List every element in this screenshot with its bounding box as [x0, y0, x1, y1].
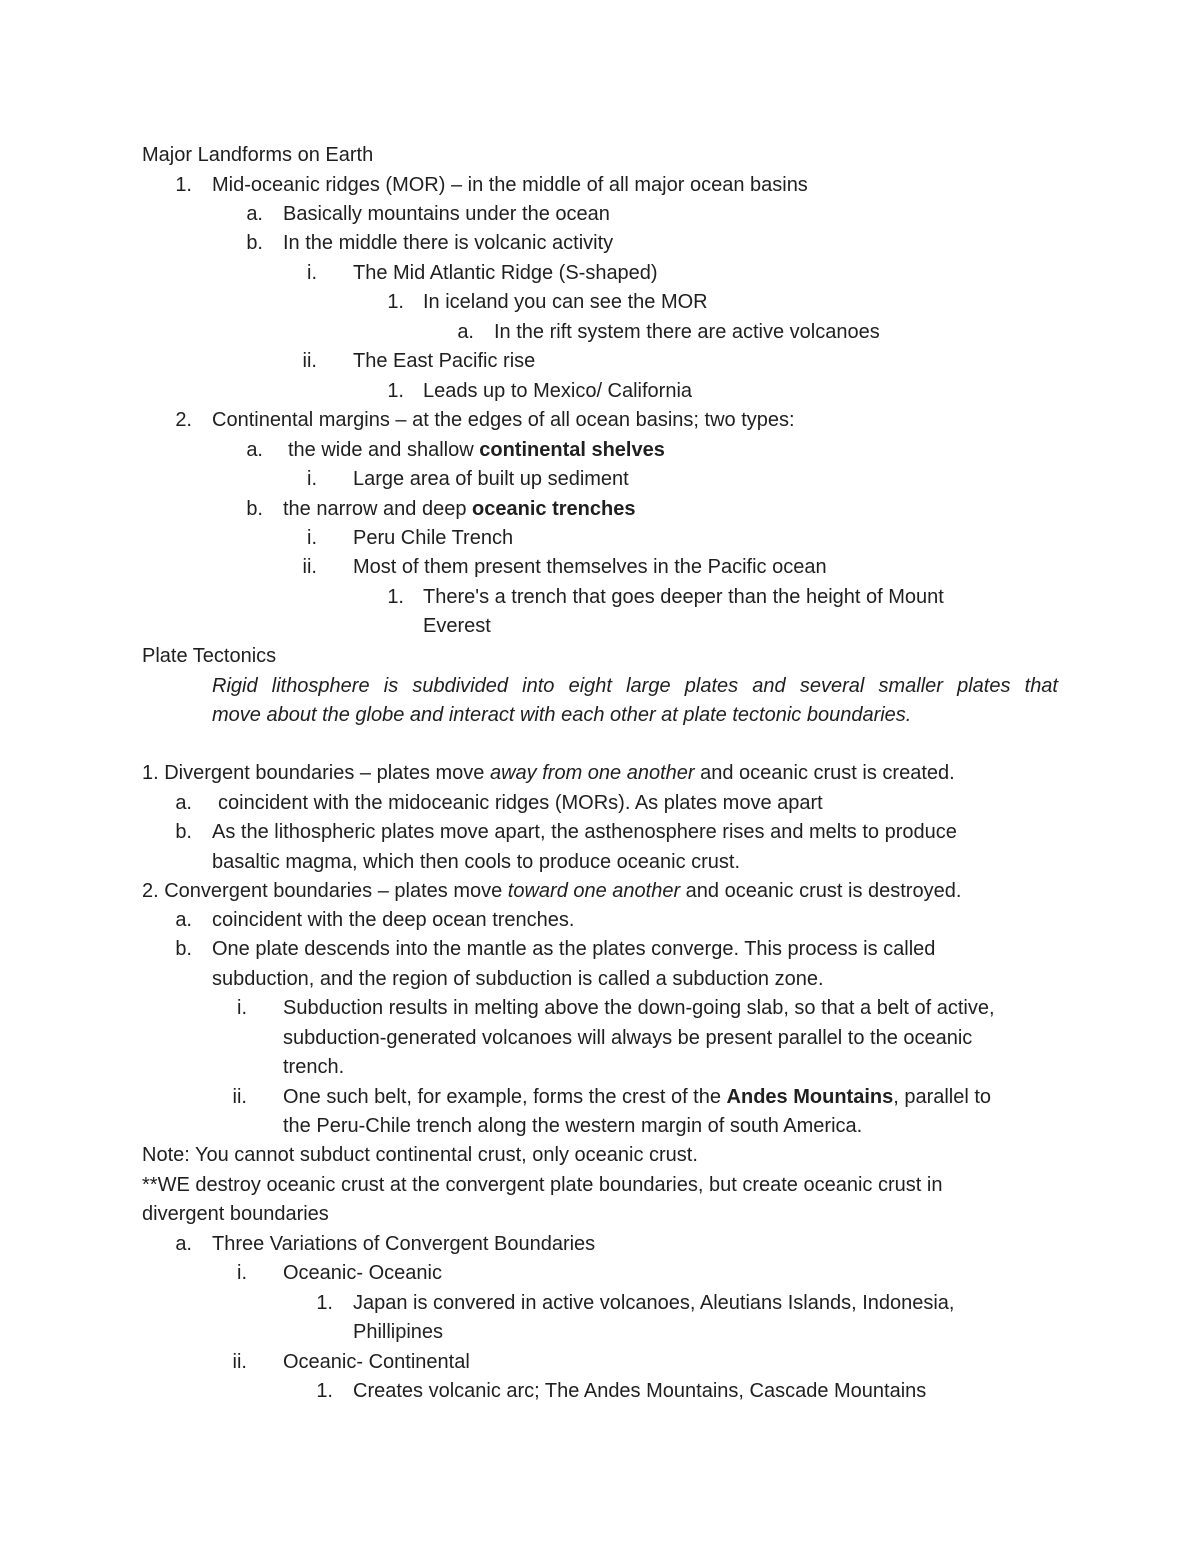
list-item: Peru Chile Trench: [353, 527, 514, 549]
list-item: One plate descends into the mantle as the plates converge. This process is called: [212, 938, 936, 960]
list-item-tail: , parallel to: [893, 1086, 992, 1108]
list-marker: 1.: [175, 174, 192, 196]
term-continental-shelves: continental shelves: [479, 439, 665, 461]
list-item-continued: Everest: [423, 615, 491, 637]
list-marker: i.: [307, 262, 317, 284]
list-item: Basically mountains under the ocean: [283, 203, 610, 225]
list-item: [288, 438, 665, 462]
list-item: coincident with the deep ocean trenches.: [212, 909, 575, 931]
list-marker: b.: [175, 821, 192, 843]
tectonics-heading: Plate Tectonics: [142, 645, 277, 667]
list-marker: 1.: [316, 1292, 333, 1314]
convergent-heading-text: 2. Convergent boundaries – plates move: [142, 880, 508, 902]
emphasis-note-line: **WE destroy oceanic crust at the convergent plate boundaries, but create oceanic crust in: [142, 1174, 943, 1196]
list-item: [283, 1085, 991, 1109]
list-marker: ii.: [302, 350, 317, 372]
list-marker: ii.: [232, 1351, 247, 1373]
intro-paragraph-line: Rigid lithosphere is subdivided into eight large plates and several smaller plates that: [212, 675, 1058, 697]
intro-paragraph-line: move about the globe and interact with each other at plate tectonic boundaries.: [212, 704, 912, 726]
list-marker: a.: [175, 1233, 192, 1255]
list-item: Oceanic- Continental: [283, 1351, 470, 1373]
list-marker: a.: [457, 321, 474, 343]
list-item: In the middle there is volcanic activity: [283, 232, 614, 254]
list-item-continued: subduction, and the region of subduction is called a subduction zone.: [212, 968, 824, 990]
list-item-continued: basaltic magma, which then cools to produce oceanic crust.: [212, 851, 741, 873]
list-item: Subduction results in melting above the down-going slab, so that a belt of active,: [283, 997, 995, 1019]
list-marker: b.: [246, 232, 263, 254]
landforms-heading: Major Landforms on Earth: [142, 144, 374, 166]
list-marker: 1.: [387, 586, 404, 608]
note-line: Note: You cannot subduct continental crust, only oceanic crust.: [142, 1144, 698, 1166]
list-item: Most of them present themselves in the Pacific ocean: [353, 556, 827, 578]
list-item: Leads up to Mexico/ California: [423, 380, 693, 402]
list-item: Mid-oceanic ridges (MOR) – in the middle of all major ocean basins: [212, 174, 808, 196]
list-item: Large area of built up sediment: [353, 468, 629, 490]
convergent-heading-tail: and oceanic crust is destroyed.: [680, 880, 962, 902]
list-item-text: One such belt, for example, forms the crest of the: [283, 1086, 727, 1108]
list-item: Continental margins – at the edges of all ocean basins; two types:: [212, 409, 795, 431]
list-marker: 1.: [316, 1380, 333, 1402]
list-item: In iceland you can see the MOR: [423, 291, 708, 313]
list-item: In the rift system there are active volcanoes: [494, 321, 880, 343]
list-item: The Mid Atlantic Ridge (S-shaped): [353, 262, 658, 284]
list-marker: b.: [175, 938, 192, 960]
list-item: The East Pacific rise: [353, 350, 536, 372]
list-item: [283, 497, 635, 521]
list-marker: 1.: [387, 291, 404, 313]
list-marker: a.: [246, 439, 263, 461]
list-item-continued: subduction-generated volcanoes will always be present parallel to the oceanic: [283, 1027, 973, 1049]
list-marker: a.: [246, 203, 263, 225]
convergent-heading: [142, 879, 961, 903]
list-item: There's a trench that goes deeper than the height of Mount: [423, 586, 944, 608]
list-marker: i.: [237, 997, 247, 1019]
list-marker: 2.: [175, 409, 192, 431]
list-item-continued: Phillipines: [353, 1321, 444, 1343]
convergent-emphasis: toward one another: [507, 880, 681, 902]
divergent-heading-tail: and oceanic crust is created.: [694, 762, 955, 784]
list-marker: ii.: [302, 556, 317, 578]
list-item: coincident with the midoceanic ridges (MORs). As plates move apart: [218, 792, 823, 814]
term-andes-mountains: Andes Mountains: [726, 1086, 894, 1108]
emphasis-note-line: divergent boundaries: [142, 1203, 329, 1225]
term-oceanic-trenches: oceanic trenches: [472, 498, 636, 520]
list-item: Japan is convered in active volcanoes, Aleutians Islands, Indonesia,: [353, 1292, 955, 1314]
list-item-text: the wide and shallow: [288, 439, 480, 461]
list-marker: i.: [307, 527, 317, 549]
list-item: Oceanic- Oceanic: [283, 1262, 442, 1284]
divergent-emphasis: away from one another: [489, 762, 695, 784]
list-marker: ii.: [232, 1086, 247, 1108]
list-marker: a.: [175, 909, 192, 931]
list-marker: 1.: [387, 380, 404, 402]
list-item-continued: trench.: [283, 1056, 345, 1078]
divergent-heading: [142, 761, 955, 785]
list-marker: b.: [246, 498, 263, 520]
divergent-heading-text: 1. Divergent boundaries – plates move: [142, 762, 490, 784]
list-marker: i.: [237, 1262, 247, 1284]
list-marker: a.: [175, 792, 192, 814]
list-marker: i.: [307, 468, 317, 490]
list-item-continued: the Peru-Chile trench along the western margin of south America.: [283, 1115, 863, 1137]
list-item: Three Variations of Convergent Boundaries: [212, 1233, 596, 1255]
list-item: As the lithospheric plates move apart, the asthenosphere rises and melts to produce: [212, 821, 957, 843]
list-item: Creates volcanic arc; The Andes Mountains, Cascade Mountains: [353, 1380, 927, 1402]
list-item-text: the narrow and deep: [283, 498, 473, 520]
